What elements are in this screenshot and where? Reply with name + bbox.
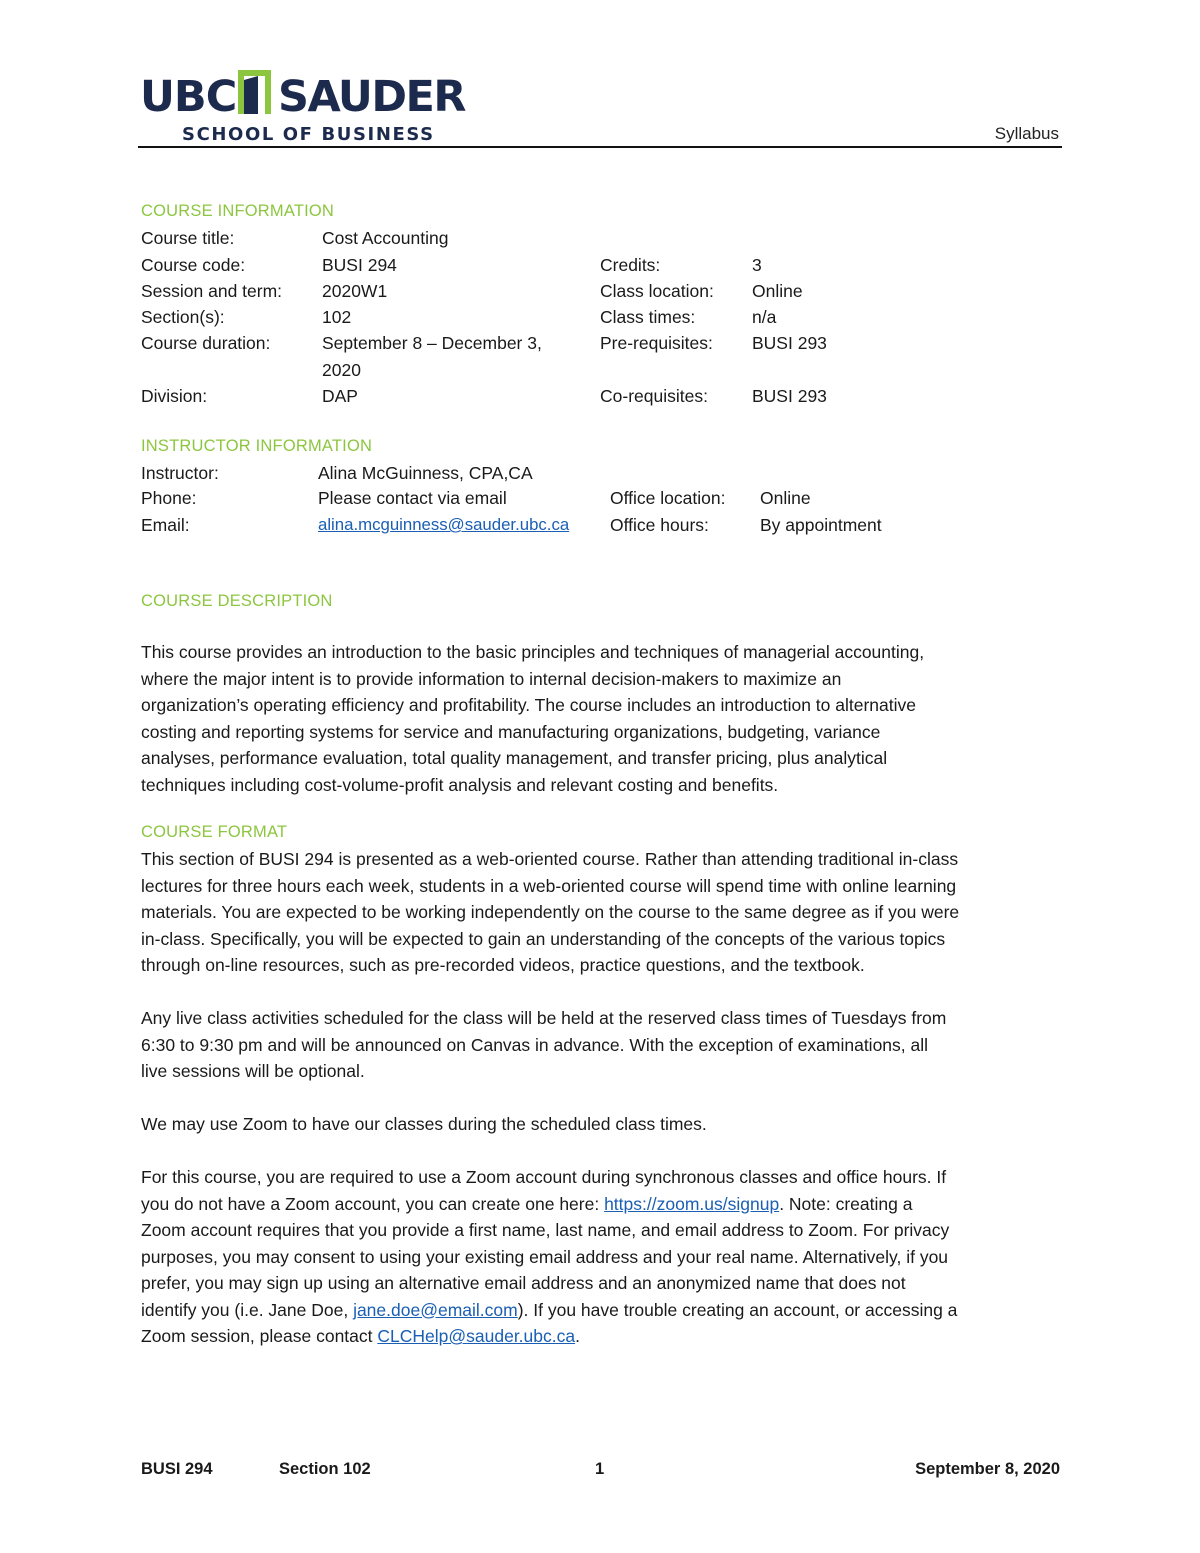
- office-hours-value: By appointment: [760, 515, 882, 535]
- format-line: Any live class activities scheduled for the class will be held at the reserved class times of Tuesdays from: [141, 1008, 947, 1028]
- course-title-value: Cost Accounting: [322, 228, 449, 248]
- credits-value: 3: [752, 255, 762, 275]
- course-format-paragraph-4: [141, 1164, 1066, 1350]
- format-line: in-class. Specifically, you will be expected to gain an understanding of the concepts of the various topics: [141, 928, 946, 949]
- description-line: where the major intent is to provide information to internal decision-makers to maximize an: [141, 668, 842, 689]
- format-text: identify you (i.e. Jane Doe,: [141, 1299, 354, 1320]
- format-line: For this course, you are required to use a Zoom account during synchronous classes and office hours. If: [141, 1167, 947, 1187]
- session-value: 2020W1: [322, 281, 388, 301]
- description-line: This course provides an introduction to the basic principles and techniques of managerial accounting,: [141, 642, 925, 662]
- format-line: [141, 1323, 1066, 1350]
- format-text: ). If you have trouble creating an account, or accessing a: [517, 1299, 958, 1320]
- svg-text:UBC: UBC: [140, 72, 237, 122]
- email-row: [0, 515, 1200, 541]
- office-location-value: Online: [760, 488, 811, 508]
- description-line: costing and reporting systems for service and manufacturing organizations, budgeting, variance: [141, 721, 881, 742]
- course-code-label: Course code:: [141, 255, 246, 275]
- footer-date: September 8, 2020: [915, 1460, 1060, 1478]
- course-description-paragraph: [141, 639, 1066, 798]
- svg-text:SAUDER: SAUDER: [278, 72, 466, 122]
- class-location-value: Online: [752, 281, 803, 301]
- footer-page-number: 1: [595, 1460, 605, 1478]
- sections-label: Section(s):: [141, 307, 225, 327]
- format-line: prefer, you may sign up using an alternative email address and an anonymized name that does not: [141, 1273, 906, 1293]
- phone-label: Phone:: [141, 488, 197, 508]
- format-line: lectures for three hours each week, students in a web-oriented course will spend time with online learning: [141, 875, 957, 896]
- format-line: [141, 1297, 1066, 1324]
- email-label: Email:: [141, 515, 190, 535]
- course-information-heading: COURSE INFORMATION: [141, 202, 335, 220]
- zoom-signup-link[interactable]: https://zoom.us/signup: [604, 1193, 780, 1214]
- format-text: . Note: creating a: [779, 1193, 913, 1214]
- course-code-value: BUSI 294: [322, 255, 397, 275]
- course-title-label: Course title:: [141, 228, 235, 248]
- document-type-label: Syllabus: [994, 124, 1059, 143]
- footer-section: Section 102: [279, 1460, 371, 1478]
- division-row: [0, 386, 1200, 412]
- description-line: organization’s operating efficiency and profitability. The course includes an introduction to alternative: [141, 695, 917, 715]
- instructor-label: Instructor:: [141, 463, 219, 483]
- duration-continuation-row: [0, 360, 1200, 386]
- phone-row: [0, 488, 1200, 514]
- course-format-paragraph-1: [141, 846, 1066, 979]
- header-divider: [138, 146, 1062, 148]
- division-label: Division:: [141, 386, 208, 406]
- corequisites-value: BUSI 293: [752, 386, 827, 406]
- sections-row: [0, 307, 1200, 333]
- format-line: materials. You are expected to be working independently on the course to the same degree as if you were: [141, 902, 960, 922]
- format-line: We may use Zoom to have our classes during the scheduled class times.: [141, 1114, 707, 1134]
- format-text: Zoom session, please contact: [141, 1326, 378, 1346]
- format-text: you do not have a Zoom account, you can create one here:: [141, 1193, 605, 1214]
- session-label: Session and term:: [141, 281, 283, 301]
- office-hours-label: Office hours:: [610, 515, 709, 535]
- description-line: analyses, performance evaluation, total quality management, and transfer pricing, plus analytical: [141, 748, 888, 768]
- footer-course-code: BUSI 294: [141, 1460, 213, 1478]
- course-duration-value-line2: 2020: [322, 360, 361, 380]
- duration-row: [0, 333, 1200, 359]
- format-line: Zoom account requires that you provide a first name, last name, and email address to Zoom. For privacy: [141, 1220, 950, 1240]
- office-location-label: Office location:: [610, 488, 726, 508]
- format-line: live sessions will be optional.: [141, 1061, 365, 1081]
- instructor-information-heading: INSTRUCTOR INFORMATION: [141, 437, 373, 455]
- instructor-row: [0, 463, 1200, 489]
- phone-value: Please contact via email: [318, 488, 507, 508]
- instructor-name: Alina McGuinness, CPA,CA: [318, 463, 533, 483]
- ubc-sauder-logo: [140, 68, 470, 144]
- format-line: 6:30 to 9:30 pm and will be announced on Canvas in advance. With the exception of examinations, all: [141, 1034, 929, 1055]
- division-value: DAP: [322, 386, 358, 406]
- format-line: This section of BUSI 294 is presented as a web-oriented course. Rather than attending traditional in-class: [141, 849, 959, 869]
- class-times-value: n/a: [752, 307, 777, 327]
- format-line: purposes, you may consent to using your existing email address and your real name. Alternatively, if you: [141, 1246, 949, 1267]
- prerequisites-label: Pre-requisites:: [600, 333, 713, 353]
- course-duration-value-line1: September 8 – December 3,: [322, 333, 542, 353]
- clc-help-email-link[interactable]: CLCHelp@sauder.ubc.ca: [377, 1326, 576, 1346]
- ubc-door-emblem-icon: [238, 70, 271, 114]
- sections-value: 102: [322, 307, 352, 327]
- class-location-label: Class location:: [600, 281, 714, 301]
- course-code-row: [0, 255, 1200, 281]
- course-duration-label: Course duration:: [141, 333, 271, 353]
- course-format-heading: COURSE FORMAT: [141, 823, 288, 841]
- corequisites-label: Co-requisites:: [600, 386, 708, 406]
- description-line: techniques including cost-volume-profit analysis and relevant costing and benefits.: [141, 774, 779, 795]
- class-times-label: Class times:: [600, 307, 696, 327]
- course-format-paragraph-2: [141, 1005, 1066, 1085]
- course-description-heading: COURSE DESCRIPTION: [141, 592, 333, 610]
- format-line: through on-line resources, such as pre-recorded videos, practice questions, and the textbook.: [141, 955, 865, 975]
- course-format-paragraph-3: [141, 1111, 1066, 1138]
- credits-label: Credits:: [600, 255, 661, 275]
- prerequisites-value: BUSI 293: [752, 333, 827, 353]
- example-email-link[interactable]: jane.doe@email.com: [353, 1299, 518, 1320]
- course-title-row: [0, 228, 1200, 254]
- instructor-email-link[interactable]: alina.mcguinness@sauder.ubc.ca: [318, 515, 570, 534]
- svg-text:SCHOOL OF BUSINESS: SCHOOL OF BUSINESS: [182, 124, 435, 144]
- format-line: [141, 1191, 1066, 1218]
- session-row: [0, 281, 1200, 307]
- format-text: .: [575, 1326, 580, 1346]
